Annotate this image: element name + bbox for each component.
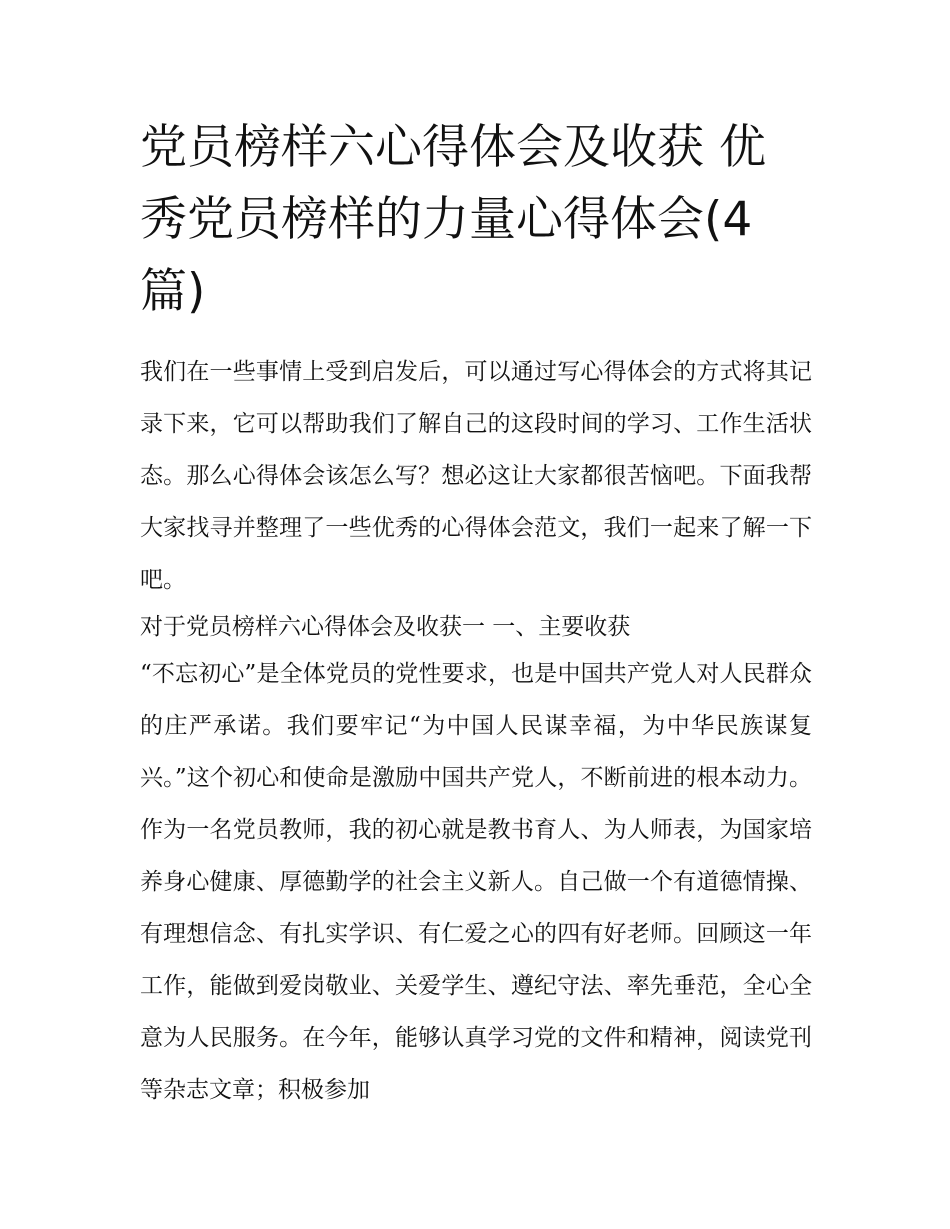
section-heading: 对于党员榜样六心得体会及收获一 一、主要收获 xyxy=(140,614,631,640)
body-paragraph: “不忘初心”是全体党员的党性要求，也是中国共产党人对人民群众的庄严承诺。我们要牢记“为中国人民谋幸福，为中华民族谋复兴。”这个初心和使命是激励中国共产党人，不断前进的根本动力。作为一名党员教师，我的初心就是教书育人、为人师表，为国家培养身心健康、厚德勤学的社会主义新人。自己做一个有道德情操、有理想信念、有扎实学识、有仁爱之心的四有好老师。回顾这一年工作，能做到爱岗敬业、关爱学生、遵纪守法、率先垂范，全心全意为人民服务。在今年，能够认真学习党的文件和精神，阅读党刊等杂志文章；积极参加 xyxy=(140,661,812,1103)
intro-paragraph: 我们在一些事情上受到启发后，可以通过写心得体会的方式将其记录下来，它可以帮助我们了解自己的这段时间的学习、工作生活状态。那么心得体会该怎么写？想必这让大家都很苦恼吧。下面我帮大家找寻并整理了一些优秀的心得体会范文，我们一起来了解一下吧。 xyxy=(140,359,812,593)
document-page xyxy=(140,112,812,1116)
document-title: 党员榜样六心得体会及收获 优秀党员榜样的力量心得体会(4篇) xyxy=(140,120,766,319)
